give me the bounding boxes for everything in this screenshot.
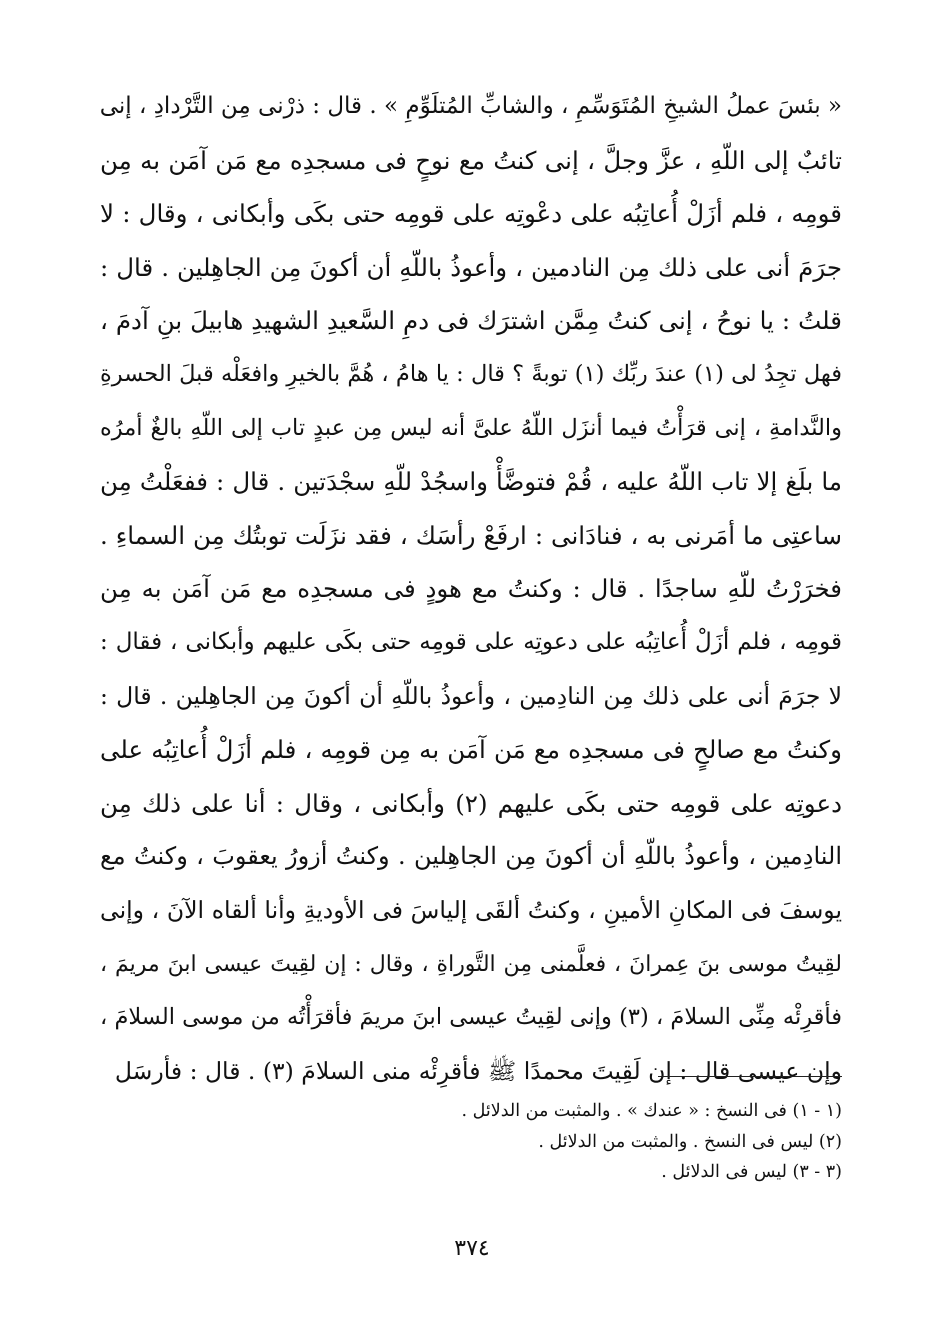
text-line: وإن عيسى قال : إن لَقِيتَ محمدًا ﷺ فأقرِئْه منى السلامَ (٣) . قال : فأرسَل bbox=[114, 1056, 842, 1085]
text-line: لقِيتُ موسى بنَ عِمرانَ ، فعلَّمنى مِن التَّوراةِ ، وقال : إن لقِيتَ عيسى ابنَ مريمَ ، bbox=[100, 951, 842, 977]
text-line: دعوتِه على قومِه حتى بكَى عليهم (٢) وأبكانى ، وقال : أنا على ذلك مِن bbox=[100, 788, 842, 818]
text-line: النادِمين ، وأعوذُ باللّهِ أن أكونَ مِن الجاهِلين . وكنتُ أزورُ يعقوبَ ، وكنتُ مع bbox=[100, 842, 842, 871]
text-line: يوسفَ فى المكانِ الأمينِ ، وكنتُ ألقَى إلياسَ فى الأوديةِ وأنا ألقاه الآنَ ، وإنى bbox=[100, 895, 842, 924]
text-line: ساعتِى ما أمَرنى به ، فنادَانى : ارفَعْ رأسَك ، فقد نزَلَت توبتُك مِن السماءِ . bbox=[100, 520, 842, 550]
text-line: ما بلَغ إلا تاب اللّهُ عليه ، قُمْ فتوضَّأْ واسجُدْ للّهِ سجْدَتين . قال : ففعَلْتُ مِن bbox=[100, 467, 842, 497]
text-line: وكنتُ مع صالحٍ فى مسجدِه مع مَن آمَن به مِن قومِه ، فلم أزَلْ أُعاتِبُه على bbox=[100, 735, 842, 765]
footnote: (٢) ليس فى النسخ . والمثبت من الدلائل . bbox=[538, 1131, 842, 1152]
main-text bbox=[100, 80, 842, 1098]
footnote-divider bbox=[658, 1076, 842, 1077]
page-number: ٣٧٤ bbox=[454, 1236, 490, 1261]
text-line: فهل تجِدُ لى (١) عندَ ربِّك (١) توبةً ؟ قال : يا هامُ ، هُمَّ بالخيرِ وافعَلْه قبلَ الحسرةِ bbox=[100, 360, 842, 387]
text-line: قومِه ، فلم أزَلْ أُعاتِبُه على دعْوتِه على قومِه حتى بكَى وأبكانى ، وقال : لا bbox=[100, 199, 842, 229]
text-line: جرَمَ أنى على ذلك مِن النادمين ، وأعوذُ باللّهِ أن أكونَ مِن الجاهِلين . قال : bbox=[100, 252, 842, 282]
text-line: تائبٌ إلى اللّهِ ، عزَّ وجلَّ ، إنى كنتُ مع نوحٍ فى مسجدِه مع مَن آمَن به مِن bbox=[100, 145, 842, 175]
text-line: والنَّدامةِ ، إنى قرَأْتُ فيما أنزَل اللّهُ علىَّ أنه ليس مِن عبدٍ تاب إلى اللّهِ بالغٌ أمرُه bbox=[100, 414, 842, 441]
text-line: فخرَرْتُ للّهِ ساجدًا . قال : وكنتُ مع هودٍ فى مسجدِه مع مَن آمَن به مِن bbox=[100, 574, 842, 604]
footnote: (٣ - ٣) ليس فى الدلائل . bbox=[661, 1162, 842, 1182]
text-line: لا جرَمَ أنى على ذلك مِن النادِمين ، وأعوذُ باللّهِ أن أكونَ مِن الجاهِلين . قال : bbox=[100, 681, 842, 710]
text-line: قلتُ : يا نوحُ ، إنى كنتُ مِمَّن اشترَك فى دمِ السَّعيدِ الشهيدِ هابيلَ بنِ آدمَ ، bbox=[100, 306, 842, 336]
footnotes bbox=[300, 1096, 842, 1188]
text-line: « بئسَ عملُ الشيخِ المُتَوَسِّمِ ، والشابِّ المُتلَوِّمِ » . قال : ذرْنى مِن التَّرْدادِ ، إنى bbox=[100, 93, 842, 119]
footnote: (١ - ١) فى النسخ : « عندك » . والمثبت من الدلائل . bbox=[461, 1101, 842, 1121]
text-line: قومِه ، فلم أزَلْ أُعاتِبُه على دعوتِه على قومِه حتى بكَى عليهم وأبكانى ، فقال : bbox=[100, 628, 842, 655]
text-line: فأقرِئْه مِنِّى السلامَ ، (٣) وإنى لقِيتُ عيسى ابنَ مريمَ فأقرَأْتُه من موسى السلامَ ، bbox=[100, 1004, 842, 1031]
